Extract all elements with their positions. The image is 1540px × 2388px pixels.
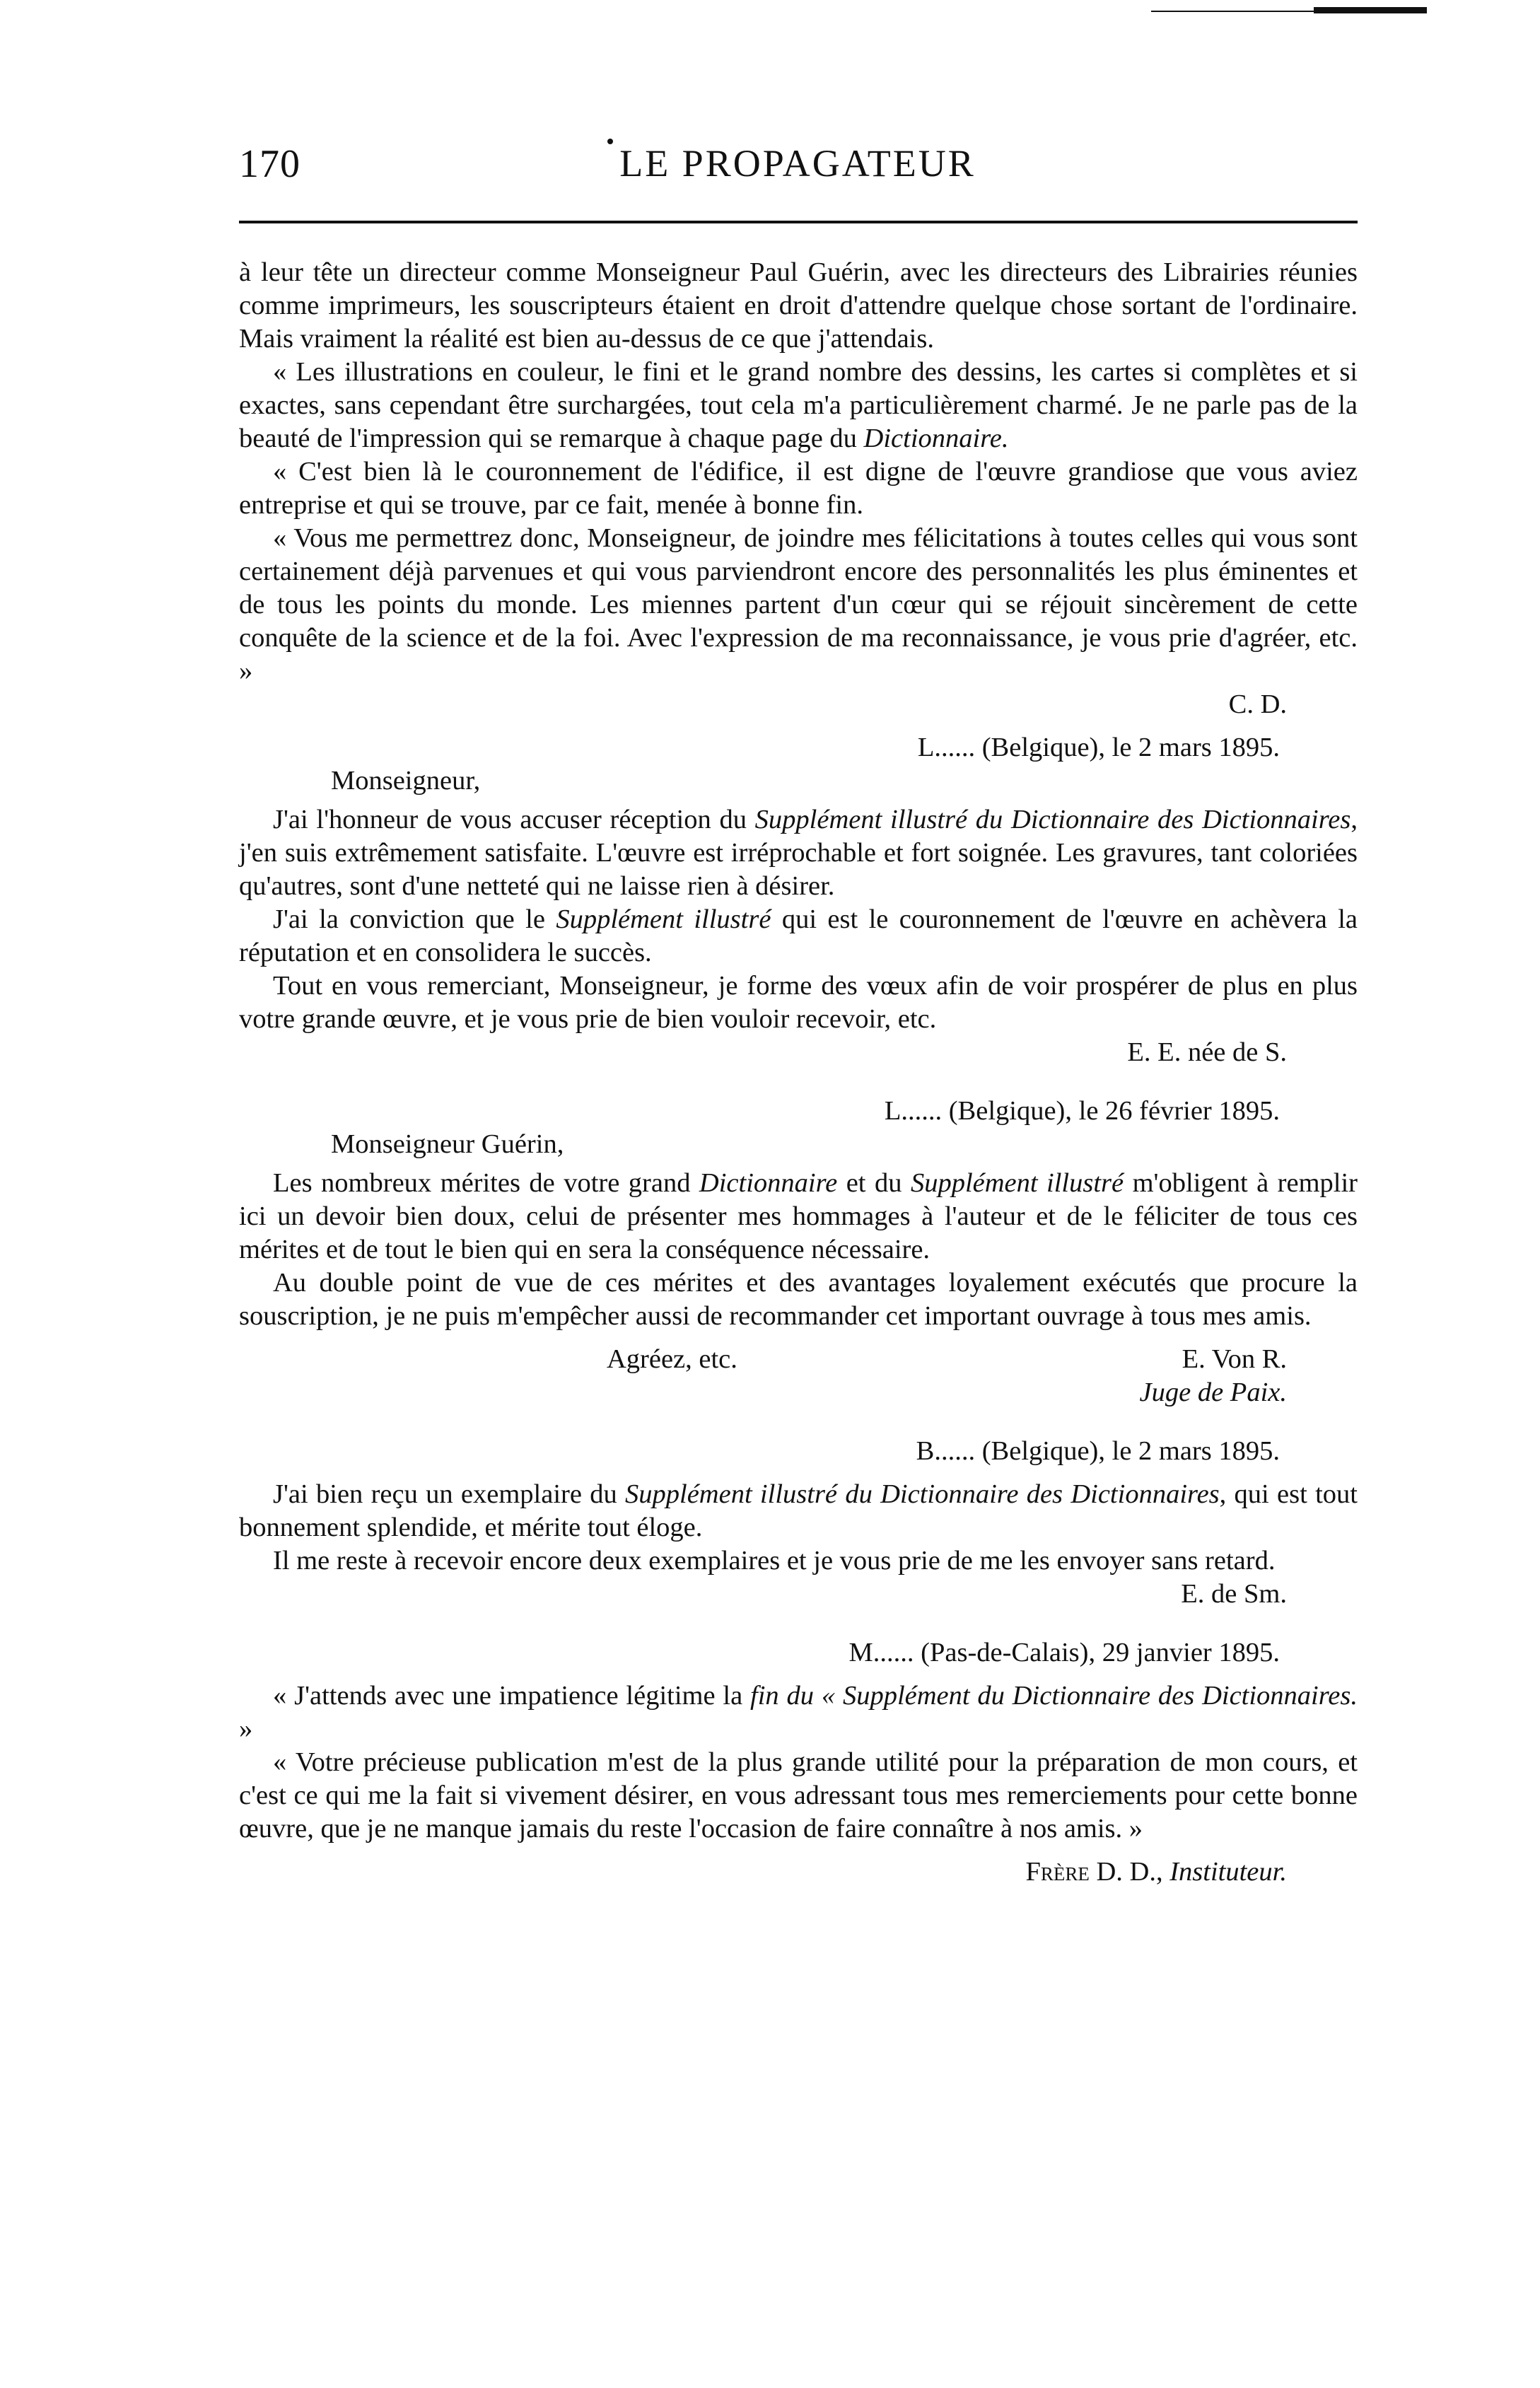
letter-3-paragraph-2: Au double point de vue de ces mérites et des avantages loyalement exécutés que procure la souscription, je ne puis m'empêcher aussi de recommander cet important ouvrage à tous mes amis. [239, 1268, 1358, 1331]
salutation-letter-3: Monseigneur Guérin, [331, 1129, 564, 1159]
signature-title-letter-3: Juge de Paix. [1139, 1378, 1287, 1407]
letter-4-p1-title: Supplément illustré du Dictionnaire des Dictionnaires [625, 1479, 1220, 1509]
paragraph-felicitations [239, 522, 1358, 688]
letter-2-p2-end: qui est le couronnement de l'œuvre en achèvera la réputation et en consolidera le succès. [239, 904, 1358, 967]
signature-title-row-letter-3 [239, 1376, 1358, 1409]
letter-4-paragraph-2: Il me reste à recevoir encore deux exemplaires et je vous prie de me les envoyer sans retard. [273, 1546, 1276, 1576]
spacer [239, 1846, 1358, 1856]
paragraph-illustrations-text: « Les illustrations en couleur, le fini et le grand nombre des dessins, les cartes si complètes et si exactes, sans cependant être surchargées, tout cela m'a particulièrement charmé. Je ne parle pas de la beauté de l'impression qui se remarque à chaque page du [239, 357, 1358, 453]
signature-letter-4-text: E. de Sm. [1181, 1579, 1287, 1609]
letter-3-p1-a: Les nombreux mérites de votre grand [273, 1168, 699, 1198]
scan-edge-thick [1314, 7, 1427, 13]
letter-5-p1-start: « J'attends avec une impatience légitime la [273, 1681, 751, 1711]
letter-3-p1-c: m'obligent à remplir ici un devoir bien doux, celui de présenter mes hommages à l'auteur et de le féliciter de tous ces mérites et de tout le bien qui en sera la conséquence nécessaire. [239, 1168, 1358, 1264]
header-rule [239, 221, 1358, 223]
spacer [239, 798, 1358, 803]
paragraph-illustrations [239, 356, 1358, 455]
spacer [239, 1333, 1358, 1343]
letter-4-paragraph-1 [239, 1478, 1358, 1544]
letter-5-paragraph-2: « Votre précieuse publication m'est de la plus grande utilité pour la préparation de mon cours, et c'est ce qui me la fait si vivement désirer, en vous adressant tous mes remerciements pour cette bonne œuvre, que je ne manque jamais du reste l'occasion de faire connaître à nos amis. » [239, 1747, 1358, 1844]
letter-4-p1-start: J'ai bien reçu un exemplaire du [273, 1479, 626, 1509]
header-dot [607, 139, 613, 144]
signature-letter-5-title: Instituteur. [1169, 1857, 1287, 1887]
signature-letter-4 [239, 1578, 1358, 1611]
running-title: LE PROPAGATEUR [619, 142, 976, 185]
letter-2-p2-title: Supplément illustré [556, 904, 771, 934]
dateline-letter-3: L...... (Belgique), le 26 février 1895. [884, 1096, 1280, 1126]
letter-2-paragraph-3: Tout en vous remerciant, Monseigneur, je forme des vœux afin de voir prospérer de plus en plus votre grande œuvre, et je vous prie de bien vouloir recevoir, etc. [239, 971, 1358, 1034]
letter-2-paragraph-1 [239, 803, 1358, 903]
spacer [239, 1611, 1358, 1636]
scan-edge-thin [1151, 11, 1314, 12]
letter-3-p1-b: et du [837, 1168, 911, 1198]
spacer [239, 1670, 1358, 1679]
letter-2-paragraph-2 [239, 903, 1358, 969]
letter-3-paragraph-1 [239, 1167, 1358, 1266]
letter-2-p2-start: J'ai la conviction que le [273, 904, 556, 934]
signature-letter-5-name: Frère D. D., [1025, 1857, 1163, 1887]
letter-2-p1-end: , j'en suis extrêmement satisfaite. L'œuvre est irréprochable et fort soignée. Les gravures, tant coloriées qu'autres, sont d'une netteté qui ne laisse rien à désirer. [239, 805, 1358, 901]
scan-edge-mark [1151, 7, 1427, 14]
closing-row-letter-3 [239, 1343, 1358, 1376]
spacer [239, 1161, 1358, 1167]
page-header [239, 141, 1356, 198]
dateline-letter-2: L...... (Belgique), le 2 mars 1895. [917, 733, 1280, 762]
dateline-letter-5: M...... (Pas-de-Calais), 29 janvier 1895. [848, 1638, 1280, 1667]
paragraph-couronnement: « C'est bien là le couronnement de l'édifice, il est digne de l'œuvre grandiose que vous aviez entreprise et qui se trouve, par ce fait, menée à bonne fin. [239, 457, 1358, 520]
dateline-letter-4: B...... (Belgique), le 2 mars 1895. [916, 1436, 1280, 1466]
letter-4-p1-end: , qui est tout bonnement splendide, et mérite tout éloge. [239, 1479, 1358, 1542]
spacer [239, 721, 1358, 731]
intro-paragraph: à leur tête un directeur comme Monseigneur Paul Guérin, avec les directeurs des Librairies réunies comme imprimeurs, les souscripteurs étaient en droit d'attendre quelque chose sortant de l'ordinaire. Mais vraiment la réalité est bien au-dessus de ce que j'attendais. [239, 257, 1358, 354]
salutation-letter-2: Monseigneur, [331, 766, 481, 796]
letter-2-p1-title: Supplément illustré du Dictionnaire des Dictionnaires [754, 805, 1351, 834]
spacer [239, 1069, 1358, 1095]
signature-letter-2-text: E. E. née de S. [1127, 1037, 1287, 1067]
spacer [239, 1409, 1358, 1435]
spacer [239, 1468, 1358, 1478]
letter-5-paragraph-1 [239, 1679, 1358, 1746]
signature-cd [239, 688, 1358, 721]
dictionnaire-italic: Dictionnaire. [863, 424, 1009, 453]
paragraph-felicitations-text: « Vous me permettrez donc, Monseigneur, de joindre mes félicitations à toutes celles qui vous sont certainement déjà parvenues et qui vous parviendront encore des personnalités les plus éminentes et de tous les points du monde. Les miennes partent d'un cœur qui se réjouit sincèrement de cette conquête de la science et de la foi. Avec l'expression de ma reconnaissance, je vous prie d'agréer, etc. » [239, 523, 1358, 686]
page-number: 170 [239, 142, 301, 186]
signature-cd-text: C. D. [1228, 689, 1287, 719]
letter-5-p1-end: » [239, 1714, 253, 1744]
signature-letter-3: E. Von R. [1182, 1344, 1287, 1374]
letter-3-p1-title-b: Supplément illustré [910, 1168, 1124, 1198]
letter-2-p1-start: J'ai l'honneur de vous accuser réception du [273, 805, 755, 834]
letter-5-p1-italic: fin du « Supplément du Dictionnaire des Dictionnaires. [750, 1681, 1358, 1711]
signature-letter-5 [239, 1856, 1358, 1889]
signature-letter-2 [239, 1036, 1358, 1069]
letter-3-p1-title-a: Dictionnaire [699, 1168, 838, 1198]
closing-letter-3: Agréez, etc. [607, 1344, 737, 1374]
page-content [239, 256, 1358, 1889]
